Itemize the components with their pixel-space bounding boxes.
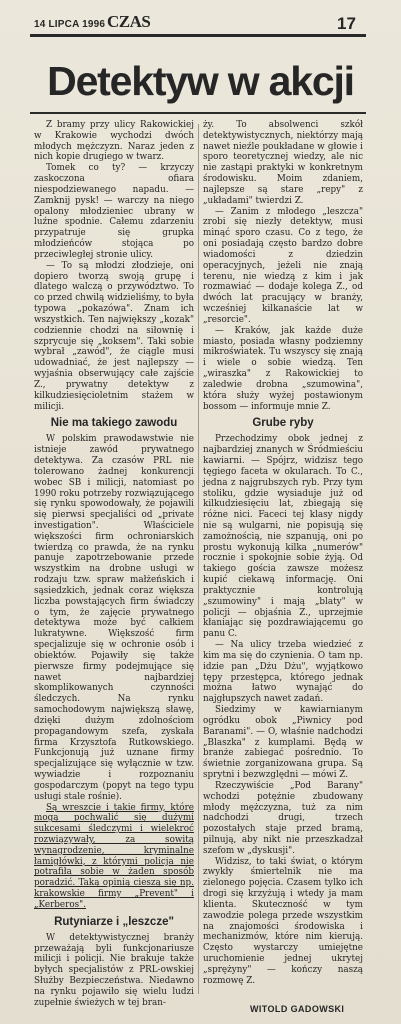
column-divider [198, 124, 199, 994]
masthead-rule [30, 34, 366, 37]
paragraph: Rzeczywiście „Pod Barany" wchodzi potężnie zbudowany młody mężczyzna, tuż za nim nadchodzi drugi, trzech pozostałych staje przed bramą, pilnują, aby nikt nie przeszkadzał szefom w „dyskusji". [203, 780, 363, 856]
left-column [34, 120, 194, 1009]
paragraph: W polskim prawodawstwie nie istnieje zawód prywatnego detektywa. Za czasów PRL nie tolerowano żadnej konkurencji wobec SB i milicji, natomiast po 1990 roku potrzeby rozwiązującego się rynku spowodowały, że pojawili się pierwsi specjaliści od „private investigation". Właściciele większości firm ochroniarskich twierdzą co prawda, że na rynku panuje zapotrzebowanie przede wszystkim na drobne usługi w rodzaju tzw. spraw małżeńskich i sąsiedzkich, jednak coraz większa liczba powstających firm świadczy o tym, że zajęcie prywatnego detektywa może być całkiem lukratywne. Większość firm specjalizuje się w ochronie osób i obiektów. Pojawiły się także pierwsze firmy podejmujące się nawet najbardziej skomplikowanych czynności śledczych. Na rynku samochodowym największą sławę, dzięki dużym zdolnościom propagandowym szefa, zyskała firma Krzysztofa Rutkowskiego. Funkcjonują już uznane firmy specjalizujące się wyłącznie w tzw. wywiadzie i rozpoznaniu gospodarczym (popyt na tego typu usługi stale rośnie). [34, 434, 194, 802]
paragraph: W detektywistycznej branży przeważają byli funkcjonariusze milicji i policji. Nie brakuje także byłych specjalistów z PRL-owskiej Służby Bezpieczeństwa. Niedawno na rynku pojawiło się wielu ludzi zupełnie świeżych w tej bran- [34, 932, 194, 1008]
paragraph: Z bramy przy ulicy Rakowickiej w Krakowie wychodzi dwóch młodych mężczyzn. Naraz jeden z nich kopie drugiego w twarz. [34, 120, 194, 163]
paragraph: Widzisz, to taki świat, o którym zwykły śmiertelnik nie ma zielonego pojęcia. Czasem tylko ich drogi się krzyżują i wtedy ja mam klienta. Skuteczność w tym zawodzie polega przede wszystkim na znajomości środowiska i mechanizmów, które nim kierują. Często wystarczy umiejętne uruchomienie jednej ukrytej „sprężyny" — kończy naszą rozmowę Z. [203, 856, 363, 986]
article-byline: WITOLD GADOWSKI [250, 1004, 345, 1014]
paragraph: — Na ulicy trzeba wiedzieć z kim ma się do czynienia. O tam np. idzie pan „Dżu Dżu", wyjątkowo tępy przestępca, którego jednak można łatwo wynająć do najgłupszych nawet zadań. [203, 640, 363, 705]
paragraph: — Zanim z młodego „leszcza" zrobi się niezły detektyw, musi minąć sporo czasu. Co z tego, że oni posiadają często bardzo dobre wiadomości z dziedzin operacyjnych, jeżeli nie znają terenu, nie wiedzą z kim i jak rozmawiać — dodaje kolega Z., od dwóch lat pracujący w branży, wcześniej kilkanaście lat w „resorcie". [203, 206, 363, 325]
paragraph: Siedzimy w kawiarnianym ogródku obok „Piwnicy pod Baranami". — O, właśnie nadchodzi „Blaszka" z kumplami. Będą w branże zabiegać pośrednio. To świetnie zorganizowana grupa. Są sprytni i bezwzględni — mówi Z. [203, 705, 363, 781]
section-subhead: Grube ryby [252, 417, 314, 430]
newspaper-logo: CZAS [107, 12, 151, 31]
issue-date: 14 LIPCA 1996 [34, 19, 106, 30]
page-number: 17 [337, 14, 356, 33]
right-column [203, 120, 363, 987]
paragraph: Tomek co ty? — krzyczy zaskoczona ofiara niespodziewanego napadu. — Zamknij pysk! — warczy na niego opalony młodzieniec ubrany w luźne spodnie. Całemu zdarzeniu przypatruje się grupka młodzieńców stojąca po przeciwległej stronie ulicy. [34, 163, 194, 260]
paragraph: Przechodzimy obok jednej z najbardziej znanych w Śródmieściu kawiarni. — Spójrz, widzisz tego tęgiego faceta w okularach. To C., jedna z najgrubszych ryb. Przy tym stoliku, gdzie wysiaduje już od kilkudziesięciu lat, zbiegają się różne nici. Faceci tej klasy nigdy nie są wulgarni, nie popisują się zamożnością, nie szpanują, oni po prostu wykonują kilka „numerów" rocznie i spokojnie sobie żyją. Od takiego gościa zawsze możesz kupić ciekawą informację. Oni praktycznie kontrolują „szumowiny" i mają „blaty" w policji — objaśnia Z., uprzejmie kłaniając się pozdrawiającemu go panu C. [203, 434, 363, 640]
paragraph: — To są młodzi złodzieje, oni dopiero tworzą swoją grupę i dlatego walczą o przywództwo. To co przed chwilą widzieliśmy, to była typowa „pokazówa". Znam ich wszystkich. Ten największy „kozak" codziennie chodzi na siłownię i szprycuje się „koksem". Taki sobie wybrał „zawód", że ciągle musi udowadniać, że jest najlepszy — wyjaśnia obserwujący całe zajście Z., prywatny detektyw z kilkudziesięcioletnim stażem w milicji. [34, 260, 194, 412]
underlined-paragraph: Są wreszcie i takie firmy, które mogą pochwalić się dużymi sukcesami śledczymi i wielekroć rozwiązywały, za sowitą wynagrodzenie, kryminalne łamigłówki, z którymi policja nie potrafiła sobie w żaden sposób poradzić. Taką opinią cieszą się np. krakowskie firmy „Prevent" i „Kerberos". [34, 802, 194, 910]
paragraph: — Kraków, jak każde duże miasto, posiada własny podziemny mikroświatek. Tu wszyscy się znają i wiele o sobie wiedzą. Ten „wiraszka" z Rakowickiej to zaledwie drobna „szumowina", która służy wyżej postawionym bossom — informuje mnie Z. [203, 325, 363, 412]
section-subhead: Rutyniarze i „leszcze" [54, 915, 174, 928]
section-subhead: Nie ma takiego zawodu [50, 417, 178, 430]
headline-rule [30, 112, 366, 114]
article-headline: Detektyw w akcji [47, 58, 354, 104]
masthead [0, 10, 401, 44]
paragraph: ży. To absolwenci szkół detektywistycznych, niektórzy mają nawet nieźle poukładane w głowie i sporo teoretycznej wiedzy, ale nic nie zastąpi praktyki w konkretnym środowisku. Moim zdaniem, najlepsze są stare „repy" z „układami" twierdzi Z. [203, 120, 363, 206]
